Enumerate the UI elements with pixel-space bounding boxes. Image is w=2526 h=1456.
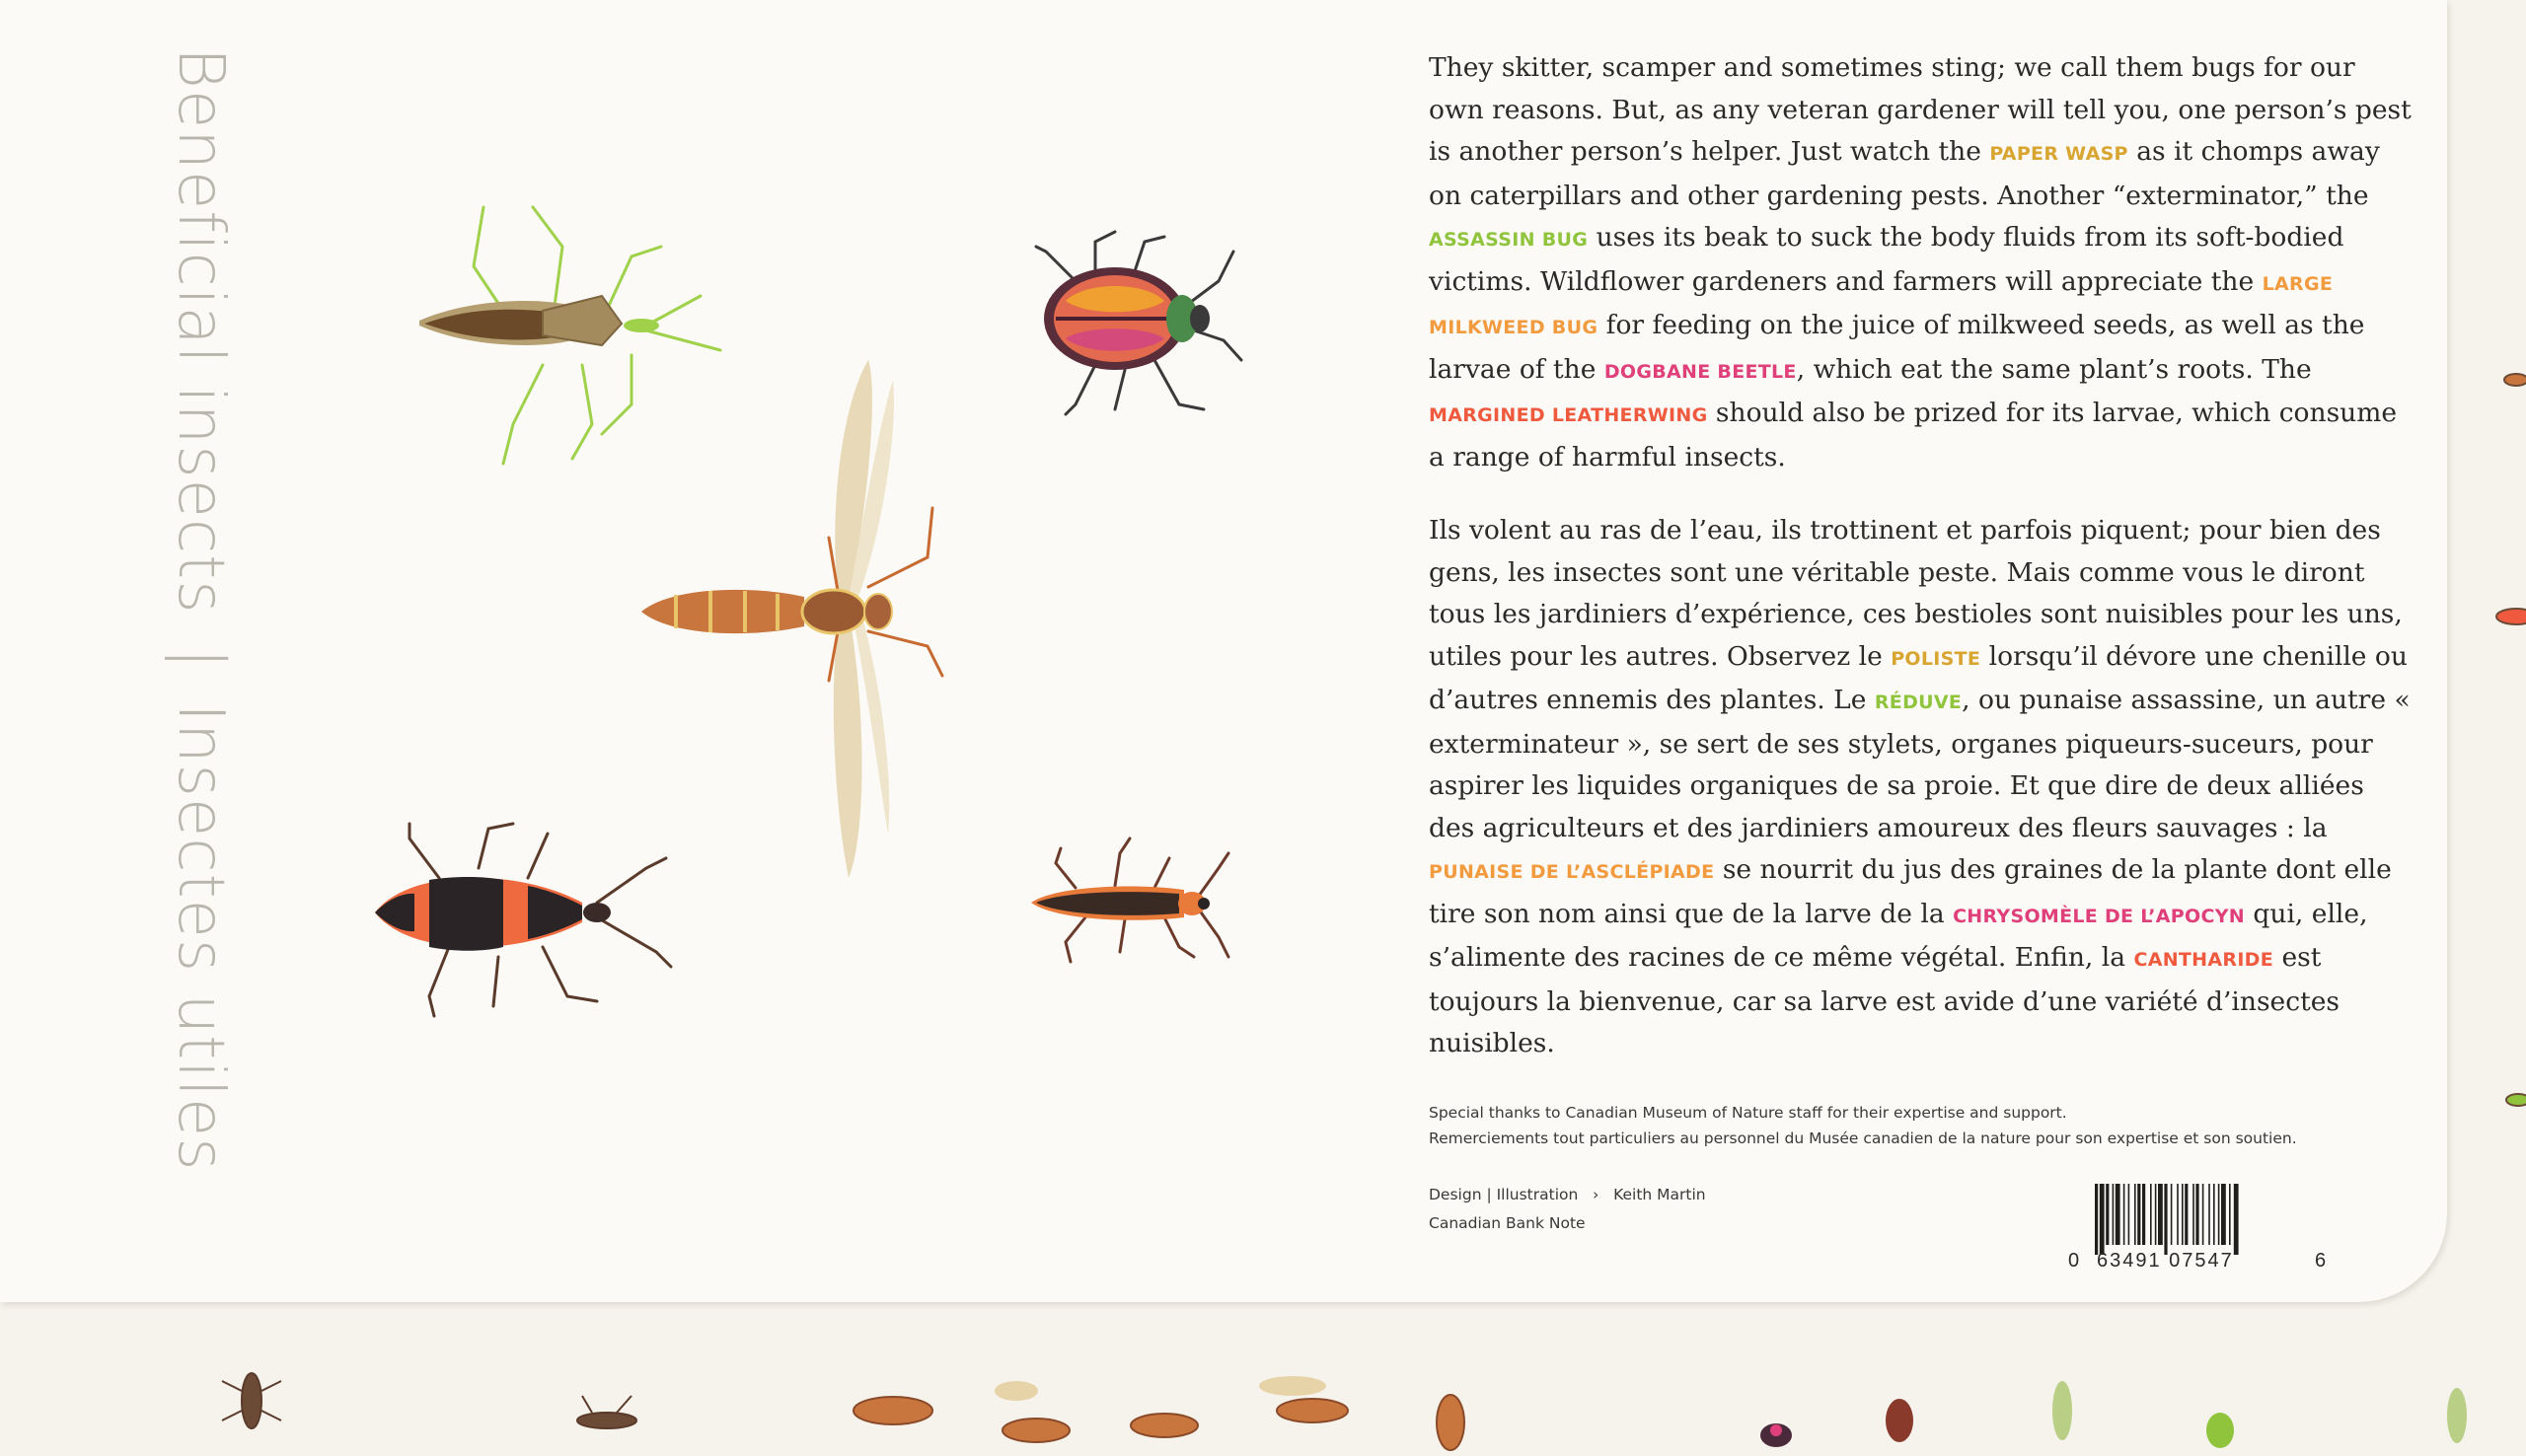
fr-text-3: , ou punaise assassine, un autre « exterminateur », se sert de ses stylets, organes piqueurs-suceurs, pour aspirer les liquides organiques de sa proie. Et que dire de deux alliées des agriculteurs et des jardiniers amoureux des fleurs sauvages : la xyxy=(1429,685,2411,843)
barcode-bar xyxy=(2134,1184,2136,1245)
fr-keyword-cantharide: CANTHARIDE xyxy=(2133,949,2274,971)
barcode-bar xyxy=(2195,1184,2198,1245)
vertical-title xyxy=(148,47,237,1172)
fr-text-4: se nourrit du jus des graines de la plante dont elle tire son nom ainsi que de la larve de la xyxy=(1429,854,2392,929)
barcode-bar xyxy=(2221,1184,2226,1245)
en-keyword-milkweed-bug: LARGE MILKWEED BUG xyxy=(1429,272,2334,338)
barcode-bar xyxy=(2150,1184,2152,1245)
bug-border-strip xyxy=(0,1351,2526,1456)
barcode-bar xyxy=(2106,1184,2109,1245)
credit-printer: Canadian Bank Note xyxy=(1429,1214,1586,1232)
margined-leatherwing-icon xyxy=(1026,829,1233,977)
barcode-bar xyxy=(2192,1184,2194,1245)
credit-arrow: › xyxy=(1593,1186,1599,1203)
credits xyxy=(1429,1181,1706,1238)
french-paragraph xyxy=(1429,510,2415,1065)
barcode-bar xyxy=(2182,1184,2184,1245)
barcode-bar xyxy=(2142,1184,2145,1245)
barcode-bar xyxy=(2116,1184,2120,1245)
fr-text-6: est toujours la bienvenue, car sa larve est avide d’une variété d’insectes nuisibles. xyxy=(1429,942,2340,1058)
title-french: Insectes utiles xyxy=(164,703,237,1172)
fr-text-2: lorsqu’il dévore une chenille ou d’autres ennemis des plantes. Le xyxy=(1429,640,2408,715)
paper-wasp-icon xyxy=(632,350,957,883)
barcode-bar xyxy=(2202,1184,2204,1245)
en-text-1: They skitter, scamper and sometimes sting; we call them bugs for our own reasons. But, as any veteran gardener will tell you, one person’s pest is another person’s helper. Just watch the xyxy=(1429,52,2412,167)
en-text-3: uses its beak to suck the body fluids from its soft-bodied victims. Wildflower gardeners and farmers will appreciate the xyxy=(1429,222,2344,297)
title-separator: | xyxy=(164,647,237,671)
barcode-bar xyxy=(2164,1184,2167,1255)
barcode-bar xyxy=(2155,1184,2157,1245)
barcode-bar xyxy=(2177,1184,2179,1245)
edge-bugs xyxy=(2457,0,2526,1351)
fr-text-1: Ils volent au ras de l’eau, ils trottinent et parfois piquent; pour bien des gens, les insectes sont une véritable peste. Mais comme vous le diront tous les jardiniers d’expérience, ces bestioles sont nuisibles pour les uns, utiles pour les autres. Observez le xyxy=(1429,515,2403,672)
border-bug-icon xyxy=(1760,1381,2467,1448)
barcode-bar xyxy=(2171,1184,2173,1245)
large-milkweed-bug-icon xyxy=(370,809,686,1036)
en-text-4: for feeding on the juice of milkweed seeds, as well as the larvae of the xyxy=(1429,310,2365,385)
credit-designer: Keith Martin xyxy=(1613,1186,1706,1203)
fr-keyword-reduve: RÉDUVE xyxy=(1874,692,1963,713)
thanks-english: Special thanks to Canadian Museum of Nature staff for their expertise and support. xyxy=(1429,1104,2067,1122)
barcode-bar xyxy=(2113,1184,2115,1245)
en-text-2: as it chomps away on caterpillars and other gardening pests. Another “exterminator,” the xyxy=(1429,136,2380,211)
en-text-5: , which eat the same plant’s roots. The xyxy=(1796,353,2312,385)
en-keyword-assassin-bug: ASSASSIN BUG xyxy=(1429,229,1589,251)
dogbane-beetle-icon xyxy=(1006,222,1253,429)
border-bug-icon xyxy=(854,1376,1464,1450)
barcode-bar xyxy=(2234,1184,2239,1255)
barcode-bar xyxy=(2218,1184,2220,1245)
barcode-left-digit: 0 xyxy=(2068,1250,2082,1272)
acknowledgements xyxy=(1429,1100,2297,1151)
barcode-right-digit: 6 xyxy=(2315,1250,2329,1272)
en-keyword-leatherwing: MARGINED LEATHERWING xyxy=(1429,404,1708,426)
credit-role: Design | Illustration xyxy=(1429,1186,1579,1203)
barcode-bar xyxy=(2128,1184,2130,1245)
border-bug-icon xyxy=(222,1373,281,1428)
barcode-bar xyxy=(2158,1184,2163,1245)
barcode-bar xyxy=(2095,1184,2098,1255)
en-keyword-paper-wasp: PAPER WASP xyxy=(1989,143,2128,165)
border-bug-icon xyxy=(577,1396,636,1428)
barcode-bar xyxy=(2208,1184,2210,1245)
fr-keyword-punaise: PUNAISE DE L’ASCLÉPIADE xyxy=(1429,861,1715,883)
title-english: Beneficial insects xyxy=(164,47,237,615)
en-text-6: should also be prized for its larvae, which consume a range of harmful insects. xyxy=(1429,398,2398,473)
thanks-french: Remerciements tout particuliers au personnel du Musée canadien de la nature pour son expertise et son soutien. xyxy=(1429,1129,2297,1147)
barcode-bar xyxy=(2185,1184,2188,1245)
fr-keyword-chrysomele: CHRYSOMÈLE DE L’APOCYN xyxy=(1953,905,2245,927)
barcode-bar xyxy=(2137,1184,2140,1245)
english-paragraph xyxy=(1429,47,2415,478)
fr-keyword-poliste: POLISTE xyxy=(1891,647,1981,670)
en-keyword-dogbane-beetle: DOGBANE BEETLE xyxy=(1603,360,1797,383)
barcode-bar xyxy=(2213,1184,2215,1245)
barcode-bar xyxy=(2123,1184,2125,1245)
barcode-bar xyxy=(2229,1184,2231,1245)
barcode-middle-digits: 63491 07547 xyxy=(2097,1250,2234,1272)
barcode-bar xyxy=(2100,1184,2105,1255)
fr-text-5: qui, elle, s’alimente des racines de ce même végétal. Enfin, la xyxy=(1429,898,2368,973)
